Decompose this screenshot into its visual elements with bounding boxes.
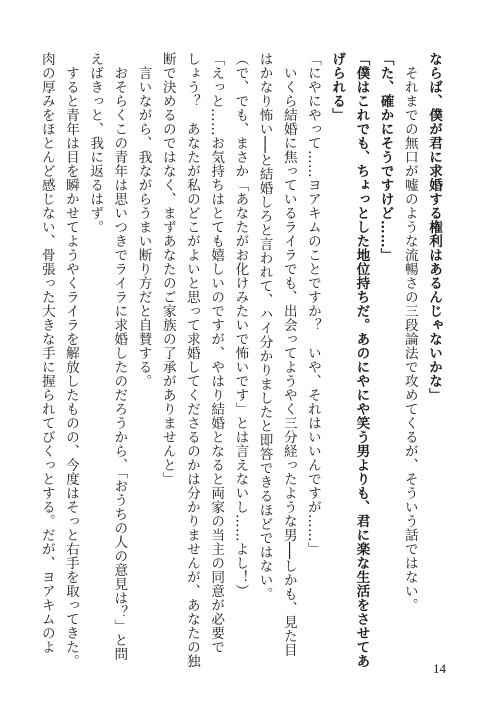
text-line: それまでの無口が嘘のような流暢さの三段論法で攻めてくるが、そういう話ではない。 bbox=[401, 65, 418, 612]
text-line: すると青年は目を瞬かせてようやくライラを解放したものの、今度はそっと右手を取ってきた。 bbox=[62, 65, 79, 668]
text-line: えばきっと、我に返るはず。 bbox=[87, 52, 104, 234]
text-line: 「えっと……お気持ちはとても嬉しいのですが、やはり結婚となると両家の当主の同意が必要で bbox=[208, 52, 225, 654]
text-line: 「僕はこれでも、ちょっとした地位持ちだ。あのにやにや笑う男よりも、君に楽な生活をさせてあ bbox=[353, 52, 370, 668]
text-line: 肉の厚みをほとんど感じない、骨張った大きな手に握られてびくっとする。だが、ヨアキムのよ bbox=[38, 52, 55, 654]
text-line: 「にやにやって……ヨアキムのことですか？ いや、それはいいんですが……」 bbox=[304, 52, 321, 556]
text-line: いくら結婚に焦っているライラでも、出会ってようやく三分経ったような男──しかも、見た目 bbox=[280, 65, 297, 657]
text-line: 言いながら、我ながらうまい断り方だと自賛する。 bbox=[135, 65, 152, 388]
text-line: 断で決めるのではなく、まずあなたのご家族の了承がありませんと」 bbox=[159, 52, 176, 486]
page-number: 14 bbox=[433, 661, 446, 676]
text-line: おそらくこの青年は思いつきでライラに求婚したのだろうから、「おうちの人の意見は？」と問 bbox=[111, 65, 128, 661]
text-line: （で、でも、まさか「あなたがお化けみたいで怖いです」とは言えないし……よし！） bbox=[232, 52, 249, 598]
text-line: げられる」 bbox=[329, 52, 346, 122]
text-line: はかなり怖い──と結婚しろと言われて、ハイ分かりましたと即答できるほどではない。 bbox=[256, 52, 273, 602]
vertical-text-body bbox=[38, 52, 446, 668]
text-line: しょう？ あなたが私のどこがよいと思って求婚してくださるのかは分かりませんが、あなたの独 bbox=[183, 52, 200, 668]
text-line: ならば、僕が君に求婚する権利はあるんじゃないかな」 bbox=[426, 52, 442, 402]
text-line: 「た、確かにそうですけど……」 bbox=[377, 52, 394, 262]
